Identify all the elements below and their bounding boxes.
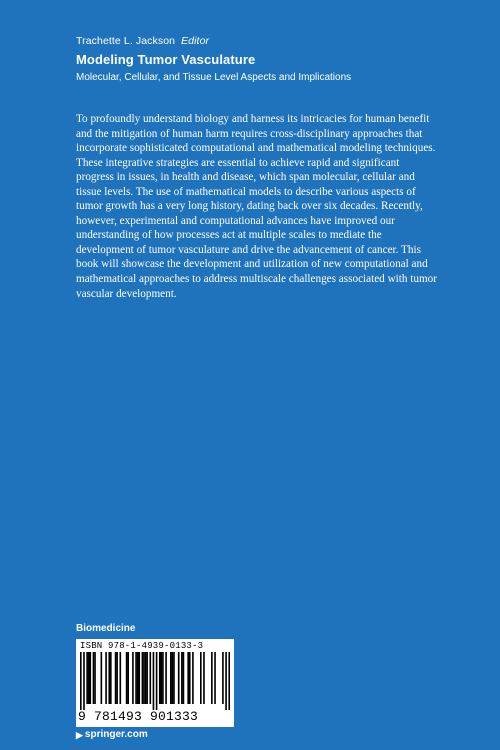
editor-line xyxy=(76,35,456,48)
barcode-bars xyxy=(80,652,230,710)
barcode-bar xyxy=(94,652,96,704)
barcode-guard-bar xyxy=(80,652,82,710)
barcode-bar xyxy=(200,652,202,704)
publisher-name: springer.com xyxy=(84,729,148,740)
cover-header xyxy=(76,35,456,84)
editor-name: Trachette L. Jackson xyxy=(76,35,176,47)
barcode-bar xyxy=(149,652,151,704)
barcode-bar xyxy=(159,652,161,704)
barcode-bar xyxy=(101,652,103,704)
barcode-bar xyxy=(183,652,185,704)
barcode-bar xyxy=(135,652,137,704)
publisher-line xyxy=(76,729,148,741)
barcode-bar xyxy=(88,652,90,704)
barcode-bar xyxy=(116,652,118,704)
barcode-bar xyxy=(93,652,95,704)
barcode-bar xyxy=(192,652,194,704)
barcode-guard-bar xyxy=(83,652,85,710)
barcode-bar xyxy=(126,652,128,704)
barcode-bar xyxy=(105,652,107,704)
isbn-text: ISBN 978-1-4939-0133-3 xyxy=(80,641,204,651)
barcode-bar xyxy=(172,652,174,704)
barcode-bar xyxy=(115,652,117,704)
barcode-bar xyxy=(187,652,189,704)
barcode-bar xyxy=(170,652,172,704)
barcode-bar xyxy=(143,652,145,704)
barcode-bar xyxy=(132,652,134,704)
barcode-bar xyxy=(203,652,205,704)
barcode-guard-bar xyxy=(153,652,155,710)
book-description: To profoundly understand biology and harness its intricacies for human benefit and the mitigation of human harm requires cross-disciplinary approaches that incorporate sophisticated computational and mathematical modeling techniques. These integrative strategies are essential to achieve rapid and significant progress in issues, in health and disease, which span molecular, cellular and tissue levels. The use of mathematical models to describe various aspects of tumor growth has a very long history, dating back over six decades. Recently, however, experimental and computational advances have improved our understanding of how processes act at multiple scales to mediate the development of tumor vasculature and drive the advancement of cancer. This book will showcase the development and utilization of new computational and mathematical approaches to address multiscale challenges associated with tumor vascular development. xyxy=(76,113,437,300)
barcode-bar xyxy=(222,652,224,704)
barcode-bar xyxy=(127,652,129,704)
barcode-bar xyxy=(189,652,191,704)
barcode-bar xyxy=(214,652,216,704)
barcode-bar xyxy=(89,652,91,704)
barcode-bar xyxy=(86,652,88,704)
barcode-bar xyxy=(161,652,163,704)
book-title: Modeling Tumor Vasculature xyxy=(76,52,256,67)
chevron-right-icon: ▶ xyxy=(76,730,83,740)
barcode-bar xyxy=(119,652,121,704)
barcode-bar xyxy=(137,652,139,704)
isbn-barcode-block xyxy=(76,639,234,727)
barcode-guard-bar xyxy=(228,652,230,710)
barcode-bar xyxy=(142,652,144,704)
book-subtitle: Molecular, Cellular, and Tissue Level Aspects and Implications xyxy=(76,72,352,83)
barcode-bar xyxy=(181,652,183,704)
barcode-bar xyxy=(173,652,175,704)
barcode-bar xyxy=(145,652,147,704)
editor-role: Editor xyxy=(181,35,210,47)
barcode-number: 9 781493 901333 xyxy=(78,709,199,724)
barcode-bar xyxy=(178,652,180,704)
category-label: Biomedicine xyxy=(76,623,136,634)
barcode-bar xyxy=(165,652,167,704)
barcode-bar xyxy=(211,652,213,704)
barcode-bar xyxy=(146,652,148,704)
barcode-guard-bar xyxy=(156,652,158,710)
barcode-bar xyxy=(162,652,164,704)
barcode-guard-bar xyxy=(225,652,227,710)
barcode-bar xyxy=(108,652,110,704)
barcode-bar xyxy=(110,652,112,704)
barcode-bar xyxy=(138,652,140,704)
